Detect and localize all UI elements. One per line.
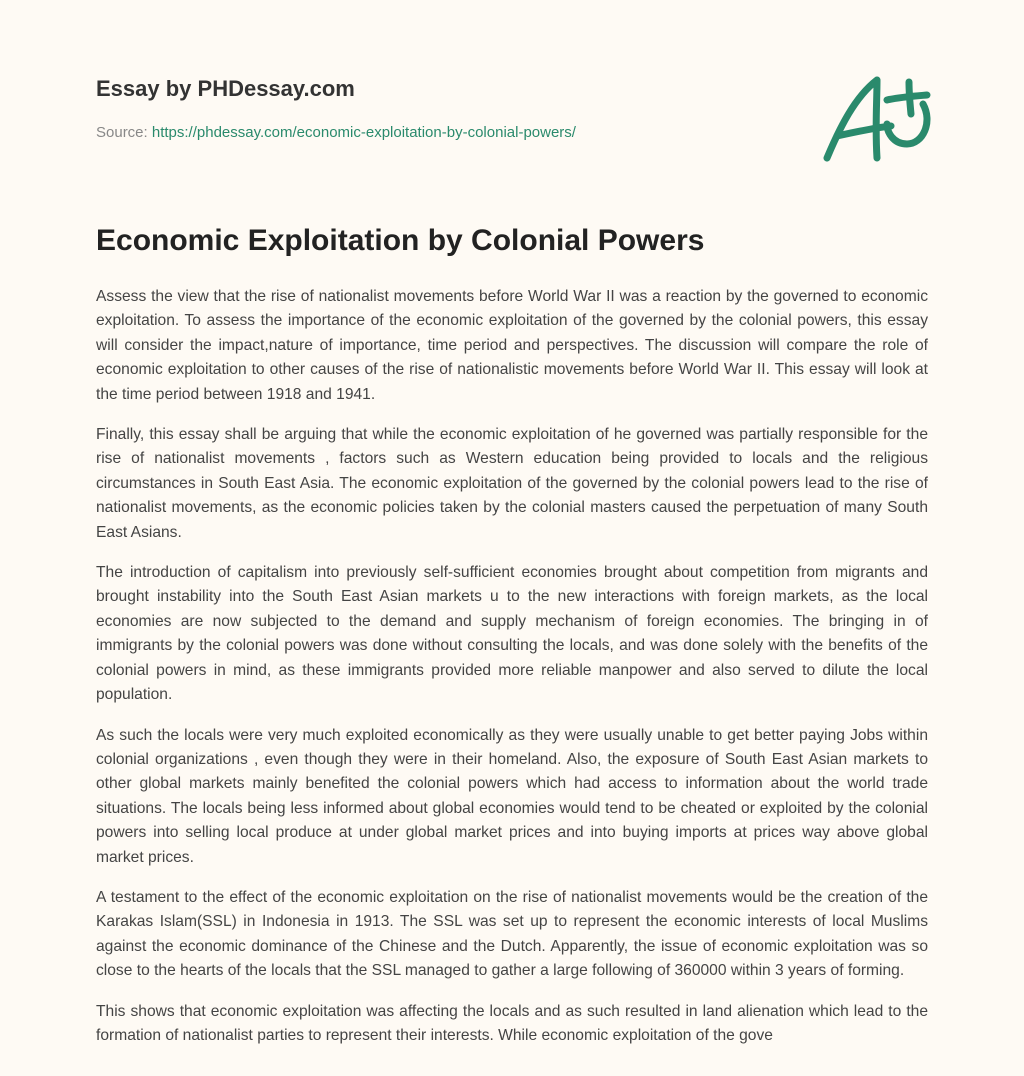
source-link[interactable]: https://phdessay.com/economic-exploitation-by-colonial-powers/ [151, 124, 576, 141]
paragraph: This shows that economic exploitation was affecting the locals and as such resulted in land alienation which lead to the formation of nationalist parties to represent their interests. While economic exploitation of the gove [96, 1002, 928, 1044]
paragraph: Finally, this essay shall be arguing that while the economic exploitation of he governed was partially responsible for the rise of nationalist movements , factors such as Western education being provided to locals and the religious circumstances in South East Asia. The economic exploitation of the governed by the colonial powers lead to the rise of nationalist movements, as the economic policies taken by the colonial masters caused the perpetuation of many South East Asians. [96, 426, 928, 541]
source-label: Source: [96, 124, 148, 141]
source-line [96, 124, 576, 141]
paragraph: As such the locals were very much exploited economically as they were usually unable to get better paying Jobs within colonial organizations , even though they were in their homeland. Also, the exposure of South East Asian markets to other global markets mainly benefited the colonial powers which had access to information about the world trade situations. The locals being less informed about global economies would tend to be cheated or exploited by the colonial powers into selling local produce at under global market prices and into buying imports at prices way above global market prices. [96, 726, 928, 866]
article-body [96, 285, 928, 1064]
paragraph: The introduction of capitalism into previously self-sufficient economies brought about competition from migrants and brought instability into the South East Asian markets u to the new interactions with foreign markets, as the local economies are now subjected to the demand and supply mechanism of foreign economies. The bringing in of immigrants by the colonial powers was done without consulting the locals, and was done solely with the benefits of the colonial powers in mind, as these immigrants provided more reliable manpower and also served to dilute the local population. [96, 564, 928, 704]
paragraph: A testament to the effect of the economic exploitation on the rise of nationalist movements would be the creation of the Karakas Islam(SSL) in Indonesia in 1913. The SSL was set up to represent the economic interests of local Muslims against the economic dominance of the Chinese and the Dutch. Apparently, the issue of economic exploitation was so close to the hearts of the locals that the SSL managed to gather a large following of 360000 within 3 years of forming. [96, 888, 928, 980]
paragraph: Assess the view that the rise of nationalist movements before World War II was a reaction by the governed to economic exploitation. To assess the importance of the economic exploitation of the governed by the colonial powers, this essay will consider the impact,nature of importance, time period and perspectives. The discussion will compare the role of economic exploitation to other causes of the rise of nationalistic movements before World War II. This essay will look at the time period between 1918 and 1941. [96, 288, 928, 403]
article-title: Economic Exploitation by Colonial Powers [96, 224, 705, 257]
a-plus-logo-icon [815, 62, 940, 172]
brand-title: Essay by PHDessay.com [96, 76, 355, 101]
